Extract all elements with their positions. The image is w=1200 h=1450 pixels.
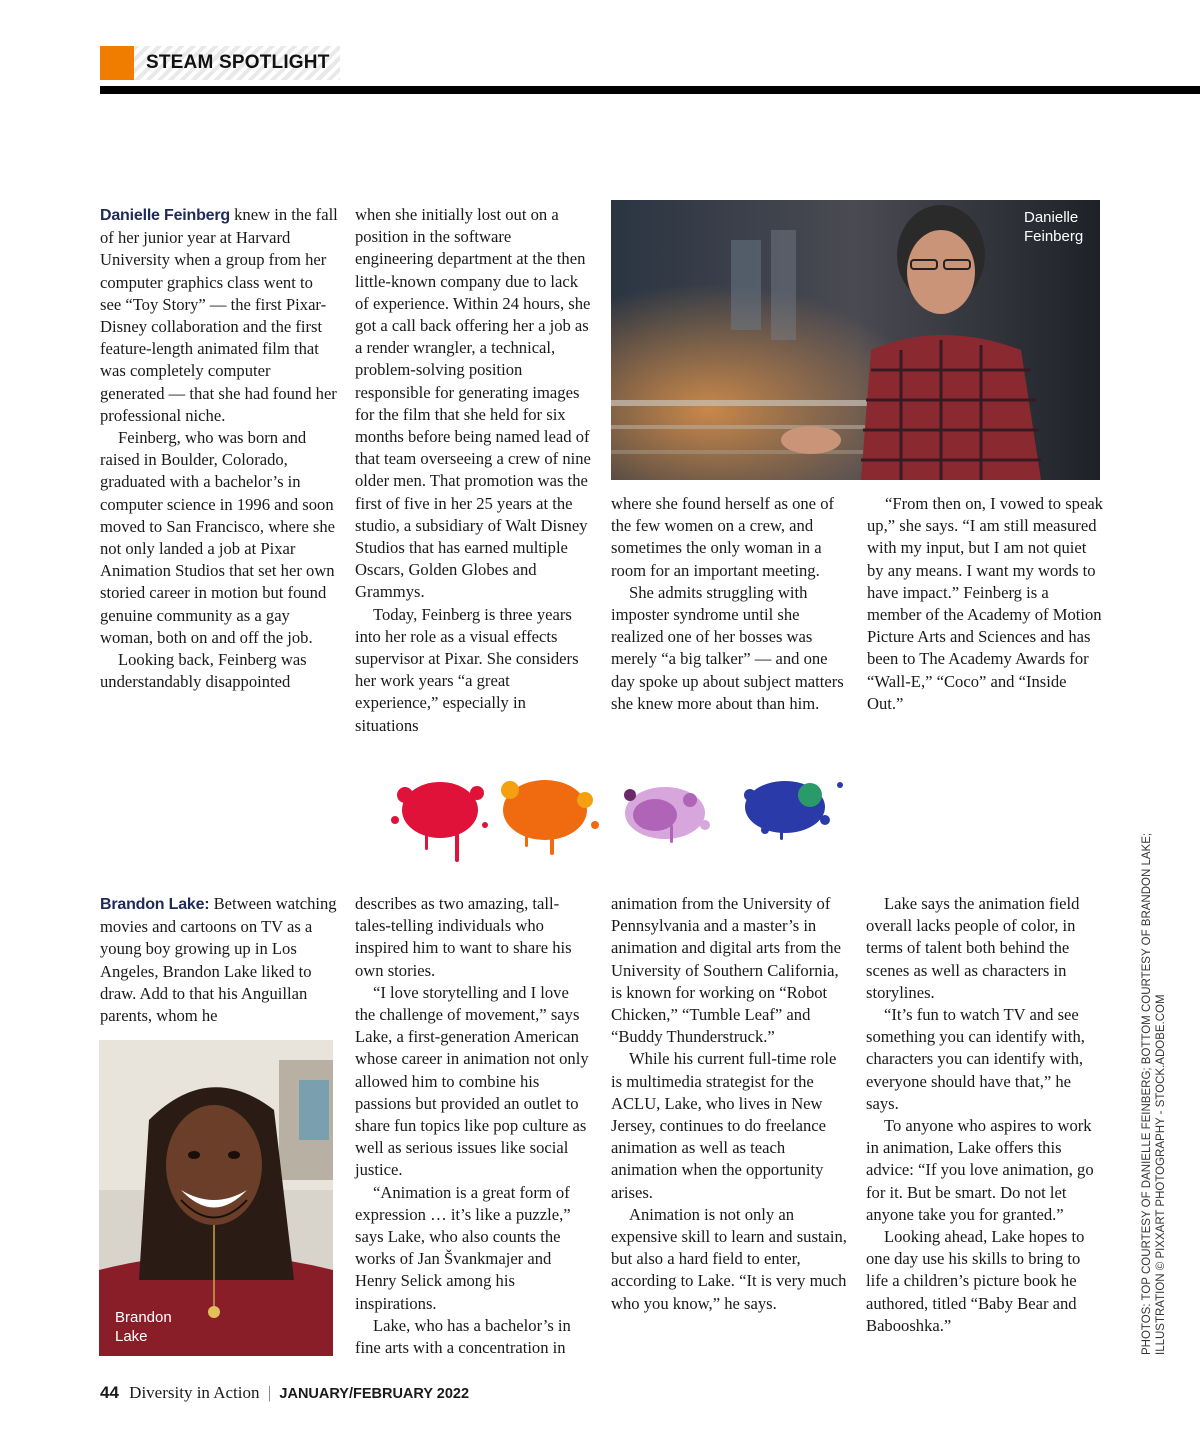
purple-splat: [624, 787, 710, 843]
page-number: 44: [100, 1383, 119, 1402]
paint-splatter-illustration: [385, 765, 855, 865]
feinberg-photo-caption: Danielle Feinberg: [1024, 209, 1084, 245]
feinberg-column-1: [100, 204, 338, 693]
lake-para-9: Lake says the animation field overall lacks people of color, in terms of talent both behind the scenes as well as characters in storylines.: [866, 894, 1080, 1002]
blue-splat: [744, 781, 843, 840]
section-accent-block: [100, 46, 134, 80]
lake-para-3: “I love storytelling and I love the challenge of movement,” says Lake, a first-generation American whose career in animation not only allowed him to combine his passions but provided an outlet to share fun topics like pop culture as well as serious issues like social justice.: [355, 982, 589, 1180]
lake-lead-name: Brandon Lake:: [100, 896, 210, 913]
lake-para-6: animation from the University of Pennsylvania and a master’s in animation and digital arts from the University of Southern California, is known for working on “Robot Chicken,” “Tumble Leaf” and “Buddy Thunderstruck.”: [611, 894, 841, 1047]
lake-para-12: Looking ahead, Lake hopes to one day use his skills to bring to life a children’s picture book he authored, titled “Baby Bear and Babooshka.”: [866, 1227, 1085, 1335]
feinberg-column-4: [867, 493, 1105, 715]
lake-para-5: Lake, who has a bachelor’s in fine arts with a concentration in: [355, 1315, 571, 1358]
feinberg-column-2: [355, 204, 593, 737]
lake-column-3: [611, 893, 849, 1315]
feinberg-lead-name: Danielle Feinberg: [100, 207, 230, 224]
red-splat: [391, 782, 488, 862]
photo-credit: PHOTOS: TOP COURTESY OF DANIELLE FEINBERG; BOTTOM COURTESY OF BRANDON LAKE; ILLUSTRATION © PIXXART PHOTOGRAPHY - STOCK.ADOBE.COM: [1141, 832, 1167, 1355]
feinberg-para-1: Danielle Feinberg knew in the fall of her junior year at Harvard University when a group from her computer graphics class went to see “Toy Story” — the first Pixar-Disney collaboration and the first feature-length animated film that was completely computer generated — that she had found her professional niche.: [100, 205, 338, 425]
feinberg-para-2: Feinberg, who was born and raised in Boulder, Colorado, graduated with a bachelor’s in computer science in 1996 and soon moved to San Francisco, where she not only landed a job at Pixar Animation Studios that set her own storied career in motion but found genuine community as a gay woman, both on and off the job.: [100, 428, 336, 647]
issue-date: JANUARY/FEBRUARY 2022: [279, 1386, 470, 1402]
lake-para-11: To anyone who aspires to work in animation, Lake offers this advice: “If you love animation, go for it. But be smart. Do not let anyone take you for granted.”: [866, 1116, 1094, 1224]
lake-para-8: Animation is not only an expensive skill to learn and sustain, but also a hard field to enter, according to Lake. “It is very much who you know,” he says.: [611, 1204, 847, 1313]
feinberg-para-3: Looking back, Feinberg was understandably disappointed: [100, 650, 307, 692]
feinberg-column-3: [611, 493, 849, 715]
lake-para-4: “Animation is a great form of expression … it’s like a puzzle,” says Lake, who also counts the works of Jan Švankmajer and Henry Selick among his inspirations.: [355, 1182, 571, 1313]
feinberg-para-6: where she found herself as one of the few women on a crew, and sometimes the only woman in a room for an important meeting.: [611, 494, 835, 580]
lake-column-2: [355, 893, 593, 1359]
feinberg-para-4: when she initially lost out on a position in the software engineering department at the then little-known company due to lack of experience. Within 24 hours, she got a call back offering her a job as a render wrangler, a technical, problem-solving position responsible for generating images for the film that she held for six months before being named lead of that team overseeing a crew of nine older men. That promotion was the first of five in her 25 years at the studio, a subsidiary of Walt Disney Studios that has earned multiple Oscars, Golden Globes and Grammys.: [355, 205, 591, 602]
lake-para-1: Brandon Lake: Between watching movies and cartoons on TV as a young boy growing up in Los Angeles, Brandon Lake liked to draw. Add to that his Anguillan parents, whom he: [100, 894, 337, 1026]
lake-para-7: While his current full-time role is multimedia strategist for the ACLU, Lake, who lives in New Jersey, continues to do freelance animation as well as teach animation when the opportunity arises.: [611, 1049, 837, 1202]
section-label: STEAM SPOTLIGHT: [146, 52, 330, 73]
lake-column-1: [100, 893, 338, 1027]
feinberg-para-7: She admits struggling with imposter syndrome until she realized one of her bosses was merely “a big talker” — and one day spoke up about subject matters she knew more about than him.: [611, 582, 844, 713]
footer-separator: |: [267, 1383, 272, 1402]
publication-name: Diversity in Action: [129, 1383, 260, 1402]
lake-para-10: “It’s fun to watch TV and see something you can identify with, characters you can identify with, everyone should have that,” he says.: [866, 1005, 1085, 1113]
orange-splat: [501, 780, 599, 855]
feinberg-para-5: Today, Feinberg is three years into her role as a visual effects supervisor at Pixar. She considers her work years “a great experience,” especially in situations: [355, 604, 579, 735]
feinberg-para-8: “From then on, I vowed to speak up,” she says. “I am still measured with my input, but I am not quiet by any means. I want my words to have impact.” Feinberg is a member of the Academy of Motion Picture Arts and Sciences and has been to The Academy Awards for “Wall-E,” “Coco” and “Inside Out.”: [867, 494, 1103, 713]
header-rule: [100, 86, 1200, 94]
page-footer: [100, 1383, 469, 1403]
lake-column-4: [866, 893, 1104, 1337]
lake-para-2: describes as two amazing, tall-tales-telling individuals who inspired him to want to share his own stories.: [355, 894, 572, 980]
lake-photo-caption: Brandon Lake: [115, 1309, 172, 1345]
